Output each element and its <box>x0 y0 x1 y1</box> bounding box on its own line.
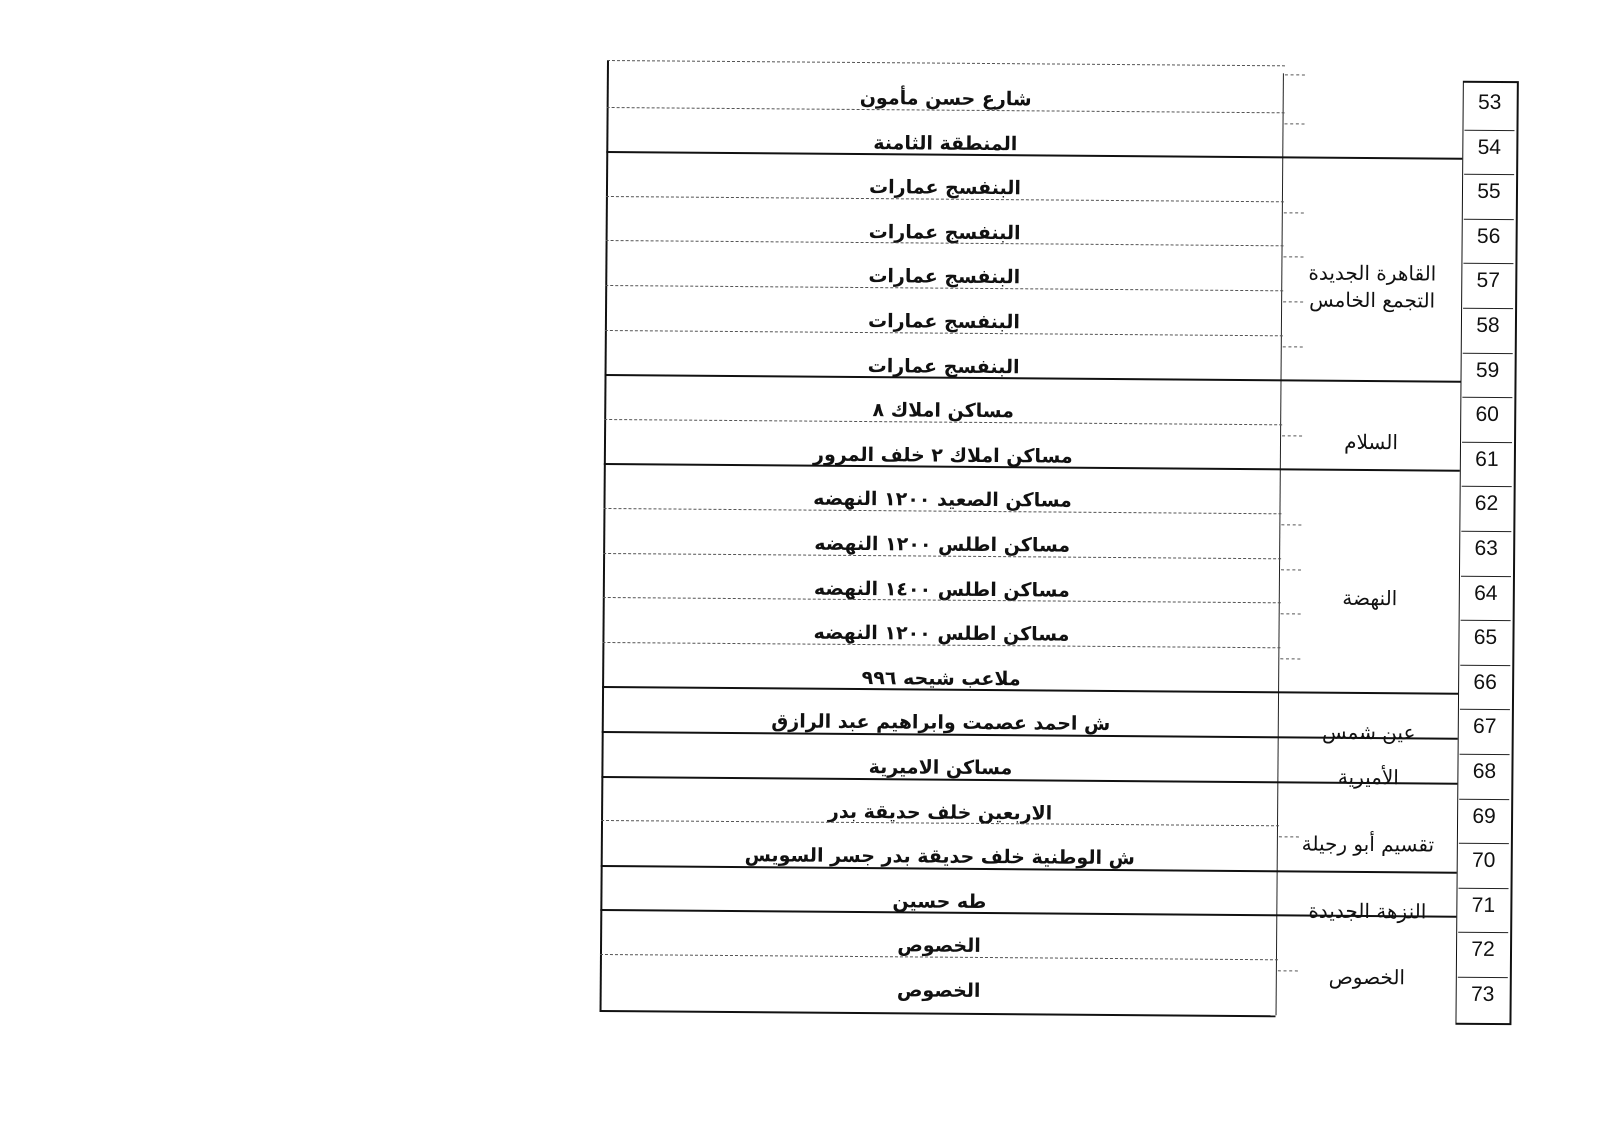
address-cell: طه حسين <box>892 890 987 913</box>
address-cell: مساكن الاميرية <box>868 756 1013 780</box>
row-number: 73 <box>1470 982 1495 1006</box>
row-number: 57 <box>1476 269 1501 293</box>
address-cell: مساكن املاك ٢ خلف المرور <box>813 443 1073 468</box>
address-cell: المنطقة الثامنة <box>873 131 1018 155</box>
row-number: 56 <box>1476 224 1501 248</box>
row-number: 69 <box>1472 804 1496 828</box>
area-top-dashed-line <box>1285 74 1305 75</box>
row-number: 67 <box>1473 715 1497 739</box>
row-number: 71 <box>1471 893 1496 917</box>
area-cell: الأميرية <box>1337 764 1400 790</box>
address-cell: شارع حسن مأمون <box>859 86 1032 111</box>
address-cell: مساكن املاك ٨ <box>872 399 1015 423</box>
area-cell: السلام <box>1344 430 1399 455</box>
row-number: 61 <box>1475 447 1499 471</box>
area-cell: الخصوص <box>1328 965 1406 990</box>
row-number: 62 <box>1474 492 1499 516</box>
area-cell: النهضة <box>1342 586 1398 611</box>
row-number: 58 <box>1476 313 1500 338</box>
row-number: 55 <box>1477 180 1501 204</box>
address-cell: مساكن اطلس ١٢٠٠ النهضه <box>813 621 1070 646</box>
table-top-dashed-line <box>607 60 1285 66</box>
row-number: 60 <box>1475 403 1500 427</box>
address-cell: مساكن الصعيد ١٢٠٠ النهضه <box>813 488 1072 513</box>
area-cell: تقسيم أبو رجيلة <box>1301 831 1435 857</box>
area-cell: النزهة الجديدة <box>1308 898 1427 924</box>
address-cell: الخصوص <box>897 934 981 958</box>
row-number: 63 <box>1474 536 1498 561</box>
address-cell: البنفسج عمارات <box>868 220 1021 245</box>
address-cell: البنفسج عمارات <box>868 176 1022 200</box>
address-cell: مساكن اطلس ١٢٠٠ النهضه <box>814 532 1071 557</box>
row-number: 65 <box>1473 626 1498 650</box>
row-number: 59 <box>1475 358 1500 382</box>
address-cell: البنفسج عمارات <box>868 265 1021 289</box>
area-cell: عين شمس <box>1321 719 1416 745</box>
address-cell: الخصوص <box>896 979 981 1002</box>
address-cell: الاربعين خلف حديقة بدر <box>827 800 1053 825</box>
address-cell: مساكن اطلس ١٤٠٠ النهضه <box>813 577 1070 602</box>
address-cell: ش الوطنية خلف حديقة بدر جسر السويس <box>744 844 1135 870</box>
address-table <box>599 60 1519 1041</box>
row-number: 53 <box>1477 90 1502 115</box>
row-number: 54 <box>1477 135 1502 159</box>
row-number: 68 <box>1472 759 1497 784</box>
row-number: 64 <box>1474 581 1498 605</box>
area-cell: القاهرة الجديدة التجمع الخامس <box>1308 260 1437 313</box>
row-number: 66 <box>1473 670 1497 694</box>
row-number: 72 <box>1471 938 1495 962</box>
row-number: 70 <box>1471 849 1496 873</box>
address-cell: البنفسج عمارات <box>867 310 1020 334</box>
address-cell: ملاعب شيحه ٩٩٦ <box>861 666 1021 691</box>
address-cell: البنفسج عمارات <box>867 354 1020 378</box>
address-cell: ش احمد عصمت وابراهيم عبد الرازق <box>771 710 1111 736</box>
area-cell <box>1284 85 1463 176</box>
